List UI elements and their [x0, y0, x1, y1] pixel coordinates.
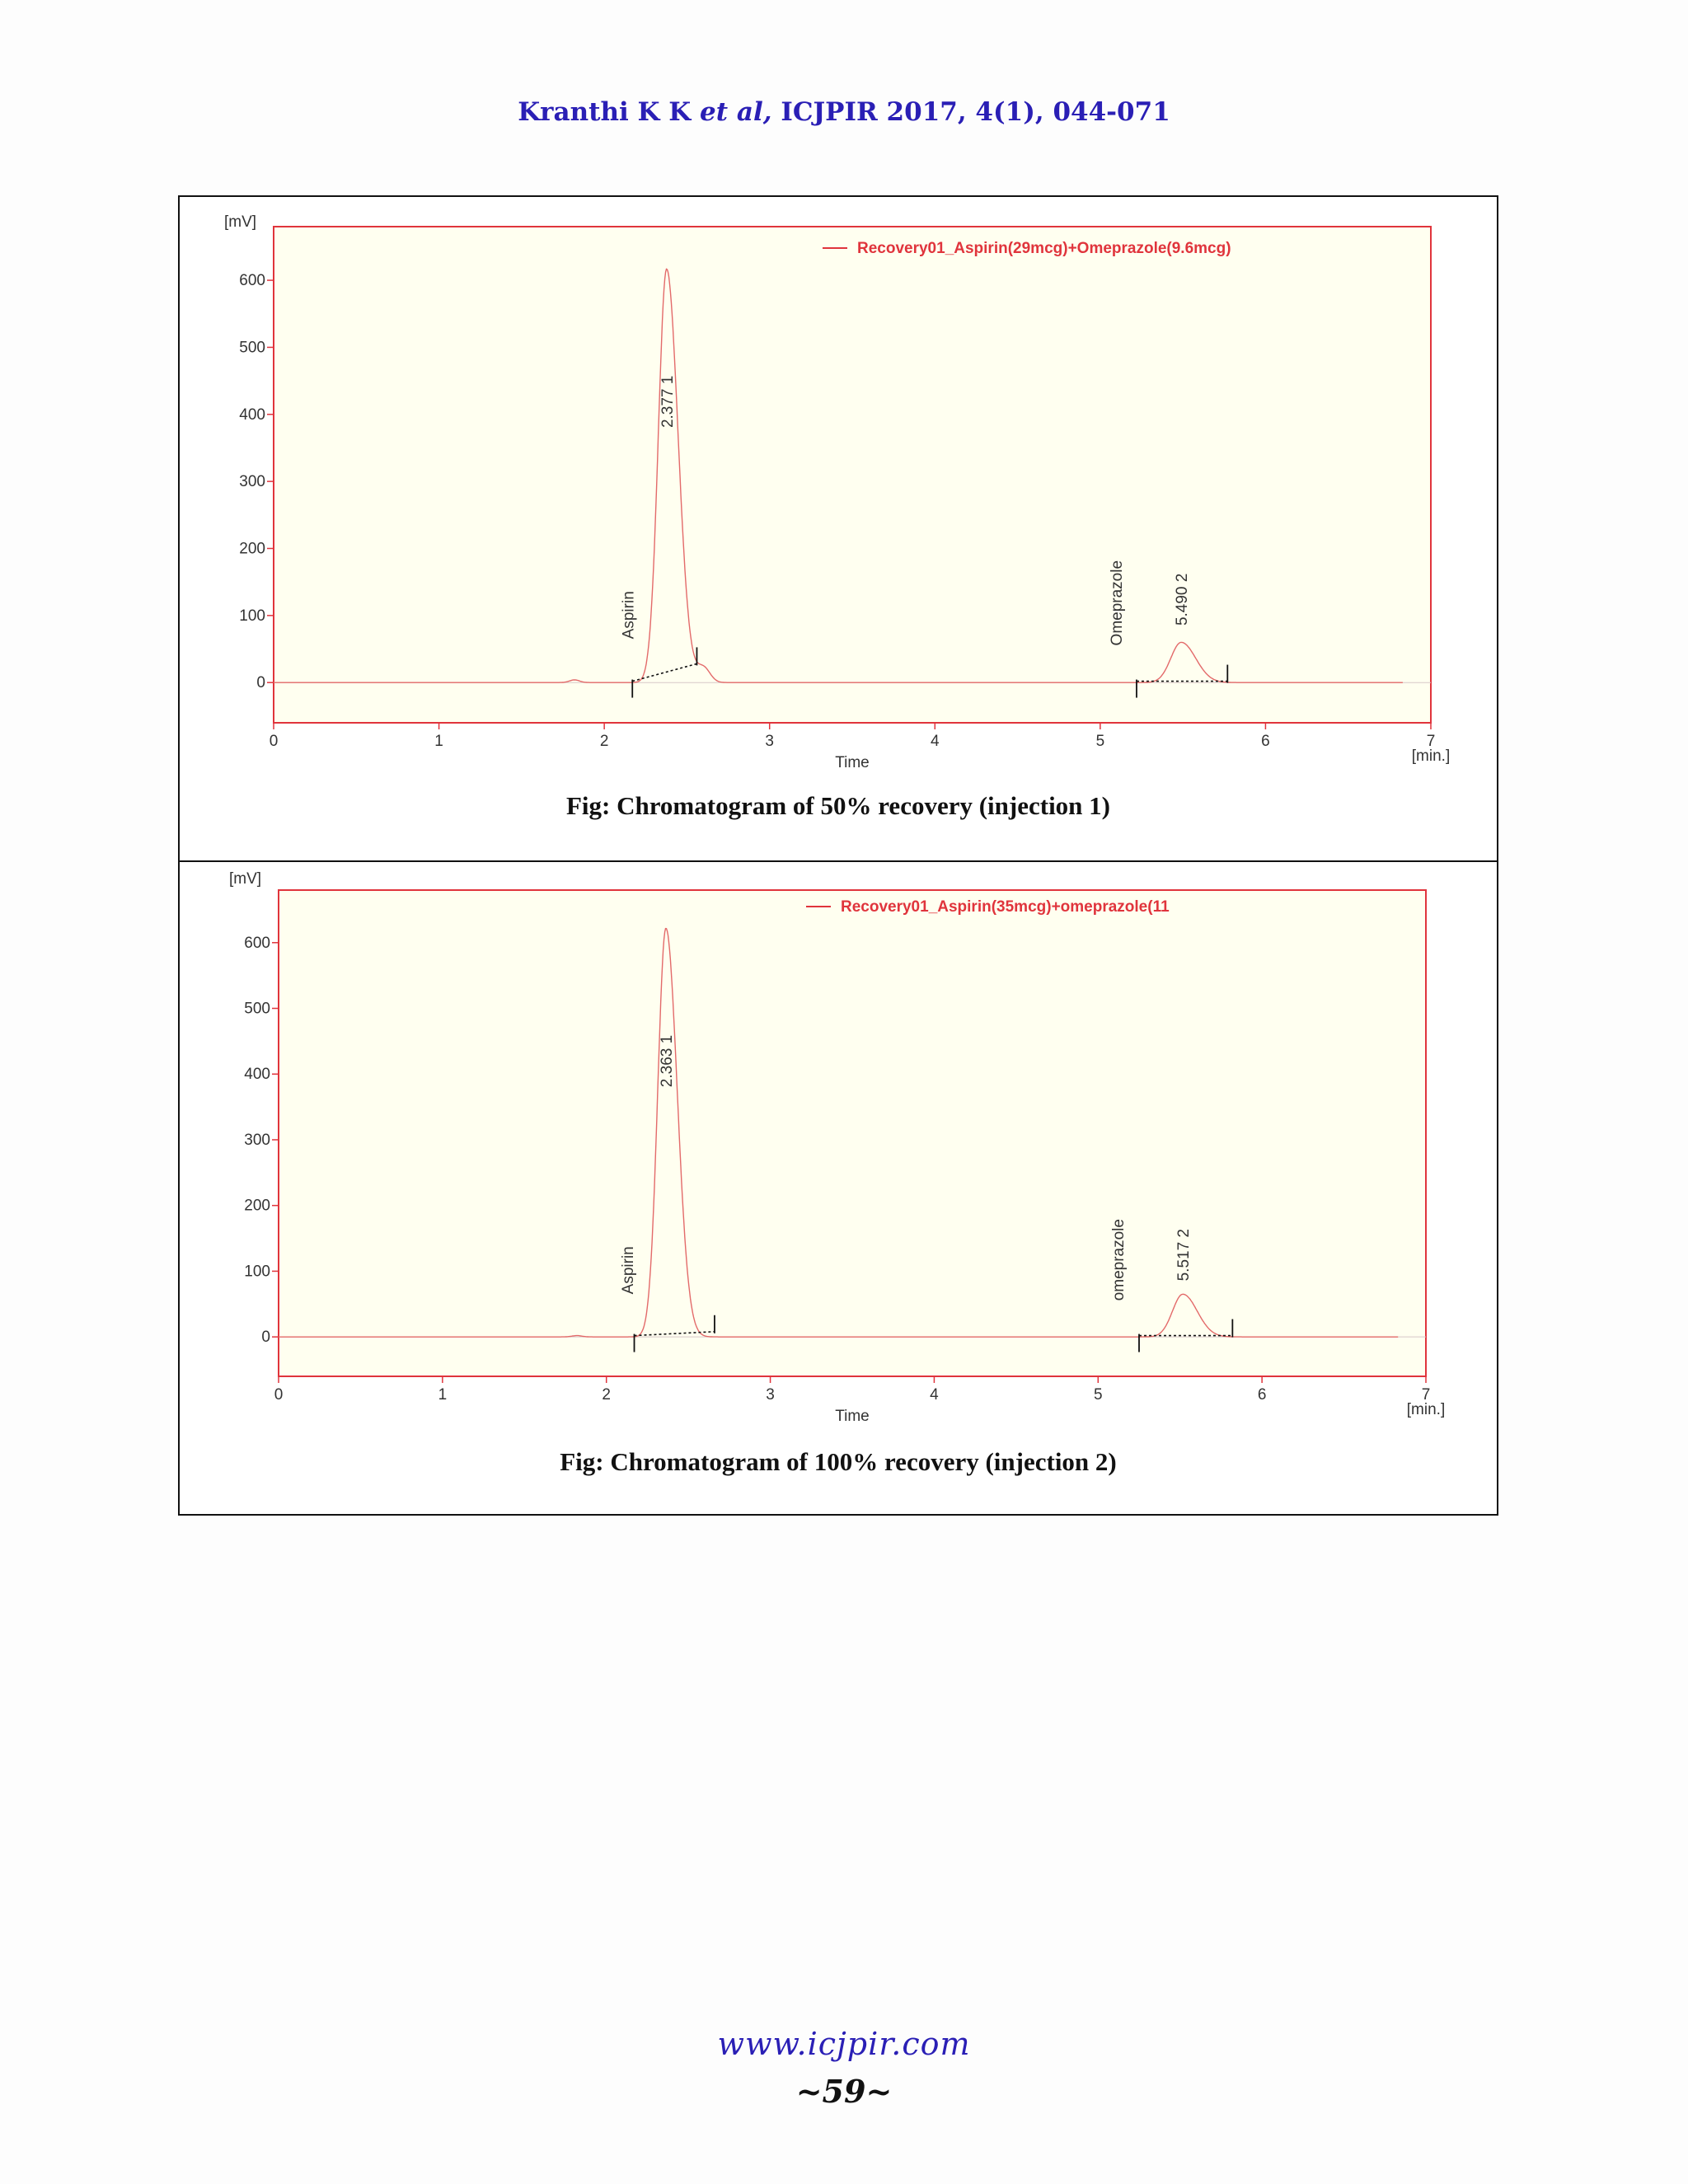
peak-compound-label: Aspirin — [619, 1246, 637, 1295]
y-tick-label: 0 — [261, 1329, 270, 1347]
legend-label: Recovery01_Aspirin(35mcg)+omeprazole(11 — [841, 898, 1170, 916]
footer-url[interactable]: www.icjpir.com — [717, 2026, 971, 2062]
x-tick-label: 5 — [1093, 1386, 1103, 1404]
peak-retention-label: 2.377 1 — [659, 375, 677, 429]
peak-compound-label: Omeprazole — [1109, 560, 1127, 646]
y-tick-label: 200 — [244, 1197, 270, 1215]
x-tick-label: 2 — [599, 733, 609, 750]
x-tick-label: 7 — [1426, 733, 1436, 750]
figure-caption-2: Fig: Chromatogram of 100% recovery (injection 2) — [560, 1447, 1117, 1476]
peak-compound-label: omeprazole — [1110, 1219, 1128, 1301]
x-tick-label: 4 — [930, 733, 940, 750]
y-tick-label: 100 — [239, 607, 265, 625]
y-tick-label: 500 — [244, 1000, 270, 1018]
x-tick-label: 4 — [930, 1386, 939, 1404]
y-tick-label: 600 — [239, 272, 265, 290]
x-tick-label: 2 — [602, 1386, 612, 1404]
y-tick-label: 200 — [239, 540, 265, 558]
peak-retention-label: 5.517 2 — [1175, 1228, 1193, 1282]
y-tick-label: 400 — [244, 1066, 270, 1084]
x-axis-unit: [min.] — [1411, 748, 1451, 765]
running-header — [0, 97, 1688, 127]
y-axis-unit: [mV] — [229, 870, 262, 888]
x-tick-label: 3 — [766, 1386, 775, 1404]
y-tick-label: 400 — [239, 405, 265, 424]
x-tick-label: 5 — [1095, 733, 1105, 750]
figure-separator — [178, 860, 1498, 862]
legend-label: Recovery01_Aspirin(29mcg)+Omeprazole(9.6mcg) — [857, 240, 1231, 257]
x-tick-label: 0 — [274, 1386, 284, 1404]
y-axis-unit: [mV] — [224, 213, 257, 231]
header-citation: ICJPIR 2017, 4(1), 044-071 — [781, 97, 1170, 127]
y-tick-label: 300 — [239, 473, 265, 491]
x-axis-unit: [min.] — [1406, 1401, 1446, 1418]
y-tick-label: 300 — [244, 1131, 270, 1149]
x-tick-label: 3 — [765, 733, 775, 750]
y-tick-label: 500 — [239, 339, 265, 357]
peak-compound-label: Aspirin — [620, 591, 638, 640]
x-tick-label: 1 — [438, 1386, 448, 1404]
header-authors: Kranthi K K — [518, 97, 692, 127]
page-number: ~59~ — [795, 2073, 893, 2110]
y-tick-label: 600 — [244, 934, 270, 952]
chromatogram-chart-2 — [180, 867, 1497, 1444]
chromatogram-chart-1 — [180, 202, 1497, 779]
x-tick-label: 0 — [269, 733, 279, 750]
x-axis-title: Time — [835, 754, 870, 771]
peak-retention-label: 2.363 1 — [658, 1034, 676, 1088]
x-tick-label: 6 — [1257, 1386, 1267, 1404]
y-tick-label: 0 — [256, 674, 265, 692]
x-tick-label: 6 — [1261, 733, 1270, 750]
x-tick-label: 7 — [1421, 1386, 1431, 1404]
plot-area — [274, 227, 1431, 723]
header-etal: et al, — [700, 97, 772, 127]
plot-area — [279, 890, 1426, 1376]
y-tick-label: 100 — [244, 1263, 270, 1281]
figure-caption-1: Fig: Chromatogram of 50% recovery (injection 1) — [565, 791, 1110, 820]
peak-retention-label: 5.490 2 — [1174, 573, 1192, 626]
x-tick-label: 1 — [434, 733, 443, 750]
x-axis-title: Time — [835, 1408, 870, 1425]
